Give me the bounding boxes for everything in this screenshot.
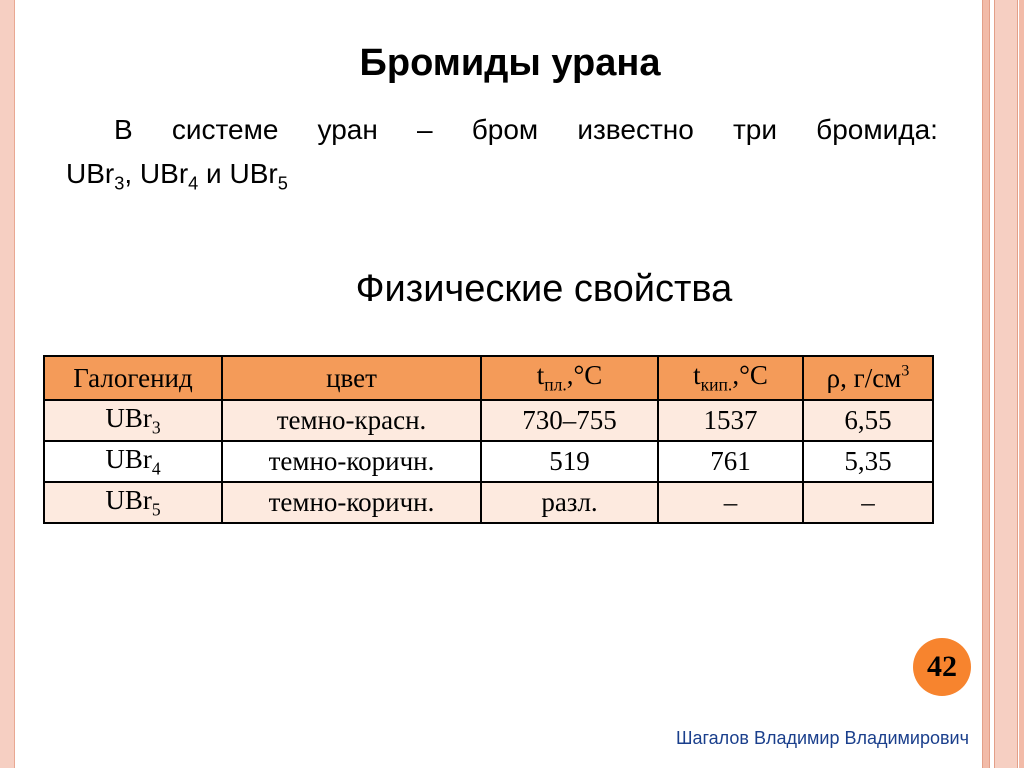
cell-formula: [44, 400, 222, 441]
formula-base: UBr: [105, 484, 152, 515]
intro-word: –: [417, 114, 433, 145]
section-subtitle: Физические свойства: [355, 268, 733, 310]
header-melting-point: [481, 356, 658, 400]
formula-subscript: 3: [151, 417, 161, 438]
cell-boiling-point: 761: [658, 441, 803, 482]
header-subscript: пл.: [544, 374, 567, 395]
separator: и: [198, 158, 230, 189]
cell-color: темно-красн.: [222, 400, 481, 441]
cell-melting-point: разл.: [481, 482, 658, 523]
header-unit: ,°С: [732, 360, 768, 391]
properties-table: [43, 355, 934, 524]
formula-base: UBr: [66, 158, 115, 189]
cell-boiling-point: –: [658, 482, 803, 523]
intro-word: известно: [577, 114, 694, 145]
formula-ubr3: [66, 158, 125, 194]
header-color: цвет: [222, 356, 481, 400]
formula-base: UBr: [139, 158, 189, 189]
cell-color: темно-коричн.: [222, 441, 481, 482]
page-number: 42: [927, 650, 957, 683]
separator: ,: [124, 158, 140, 189]
table-row: [44, 400, 933, 441]
header-density: [803, 356, 933, 400]
header-t: t: [536, 360, 545, 391]
table-row: [44, 441, 933, 482]
formula-ubr5: [229, 158, 288, 194]
header-boiling-point: [658, 356, 803, 400]
cell-melting-point: 730–755: [481, 400, 658, 441]
formula-subscript: 3: [114, 173, 125, 194]
cell-formula: [44, 482, 222, 523]
cell-boiling-point: 1537: [658, 400, 803, 441]
intro-word: системе: [171, 114, 279, 145]
formula-base: UBr: [105, 402, 152, 433]
intro-line-1: [66, 108, 938, 152]
right-frame-band: [994, 0, 1018, 768]
formula-base: UBr: [105, 443, 152, 474]
cell-melting-point: 519: [481, 441, 658, 482]
formula-subscript: 4: [188, 173, 199, 194]
formula-subscript: 4: [151, 458, 161, 479]
formula-ubr4: [139, 158, 199, 194]
table-header-row: [44, 356, 933, 400]
header-superscript: 3: [901, 361, 910, 380]
intro-word: три: [732, 114, 778, 145]
right-frame-stripe: [982, 0, 990, 768]
cell-density: 5,35: [803, 441, 933, 482]
table-row: [44, 482, 933, 523]
header-halide: Галогенид: [44, 356, 222, 400]
intro-word: В: [114, 114, 133, 145]
header-unit: ,°С: [566, 360, 603, 391]
cell-density: –: [803, 482, 933, 523]
left-frame-border: [0, 0, 15, 768]
cell-density: 6,55: [803, 400, 933, 441]
slide-title: Бромиды урана: [359, 42, 661, 84]
header-subscript: кип.: [700, 374, 733, 395]
header-t: t: [693, 360, 701, 391]
formula-base: UBr: [229, 158, 278, 189]
author-footer: Шагалов Владимир Владимирович: [675, 728, 969, 748]
intro-word: бром: [471, 114, 539, 145]
cell-color: темно-коричн.: [222, 482, 481, 523]
intro-line-2: [66, 152, 938, 206]
header-density-label: ρ, г/см: [826, 362, 902, 393]
cell-formula: [44, 441, 222, 482]
formula-subscript: 5: [277, 173, 288, 194]
intro-word: уран: [317, 114, 378, 145]
intro-paragraph: [66, 108, 938, 206]
formula-subscript: 5: [151, 499, 161, 520]
intro-word: бромида:: [816, 114, 938, 145]
page-number-badge: [913, 638, 971, 696]
right-frame-edge: [1019, 0, 1024, 768]
